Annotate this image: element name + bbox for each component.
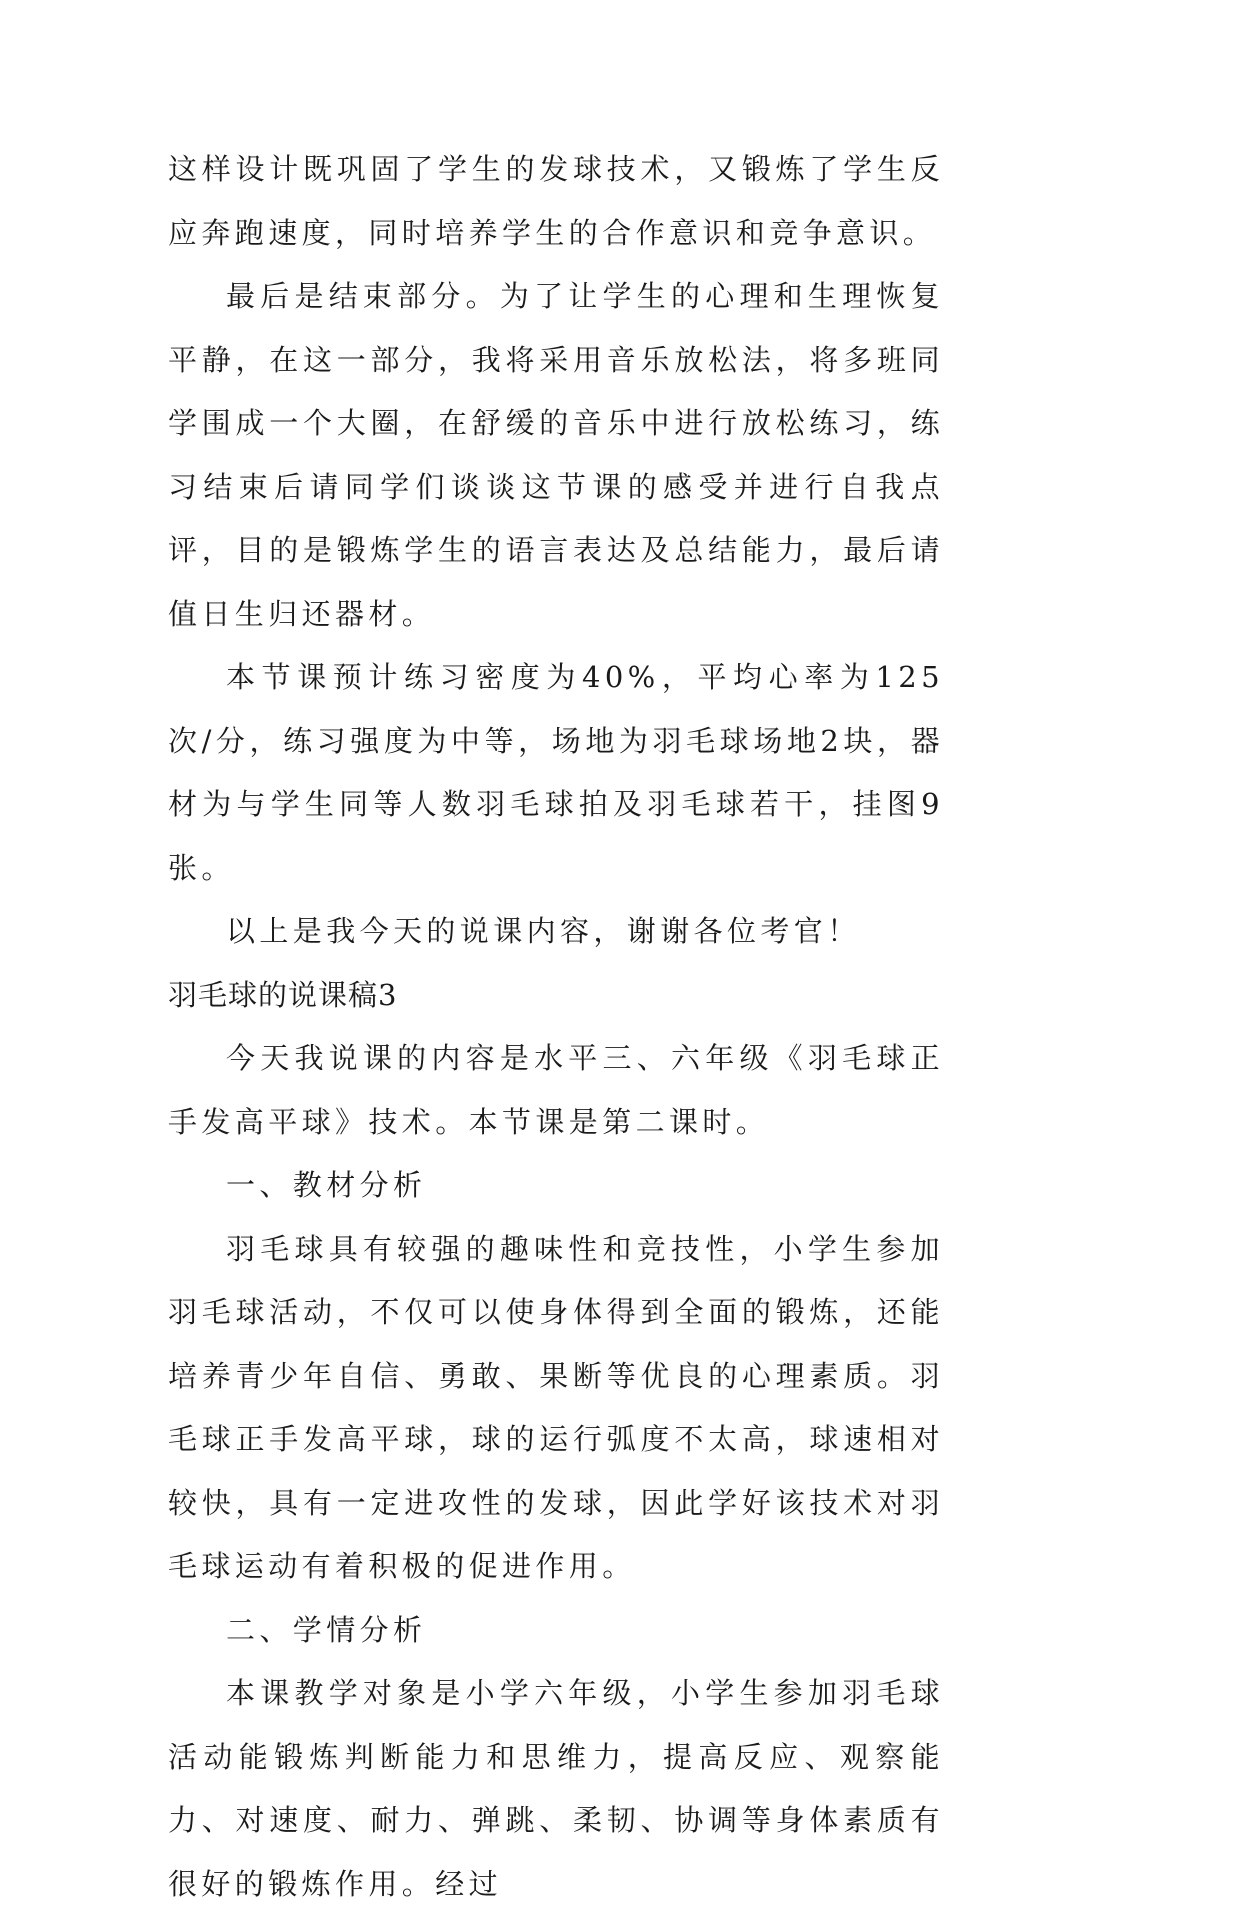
document-section-title: 羽毛球的说课稿3 <box>168 977 398 1012</box>
paragraph-material-analysis: 羽毛球具有较强的趣味性和竞技性，小学生参加羽毛球活动，不仅可以使身体得到全面的锻炼，还能培养青少年自信、勇敢、果断等优良的心理素质。羽毛球正手发高平球，球的运行弧度不太高，球速相对较快，具有一定进攻性的发球，因此学好该技术对羽毛球运动有着积极的促进作用。 <box>168 1231 944 1583</box>
paragraph-lesson-intro: 今天我说课的内容是水平三、六年级《羽毛球正手发高平球》技术。本节课是第二课时。 <box>168 1041 944 1139</box>
paragraph-design-summary: 这样设计既巩固了学生的发球技术，又锻炼了学生反应奔跑速度，同时培养学生的合作意识和竞争意识。 <box>168 152 944 250</box>
paragraph-exercise-density: 本节课预计练习密度为40%，平均心率为125次/分，练习强度为中等，场地为羽毛球场地2块，器材为与学生同等人数羽毛球拍及羽毛球若干，挂图9张。 <box>168 660 944 885</box>
section-heading-student-analysis: 二、学情分析 <box>226 1612 427 1647</box>
section-heading-material-analysis: 一、教材分析 <box>226 1168 427 1202</box>
paragraph-student-analysis: 本课教学对象是小学六年级，小学生参加羽毛球活动能锻炼判断能力和思维力，提高反应、观察能力、对速度、耐力、弹跳、柔韧、协调等身体素质有很好的锻炼作用。经过 <box>168 1676 944 1901</box>
paragraph-closing-thanks: 以上是我今天的说课内容，谢谢各位考官！ <box>226 914 861 948</box>
document-body <box>168 138 944 1916</box>
paragraph-ending-part: 最后是结束部分。为了让学生的心理和生理恢复平静，在这一部分，我将采用音乐放松法，将多班同学围成一个大圈，在舒缓的音乐中进行放松练习，练习结束后请同学们谈谈这节课的感受并进行自我点评，目的是锻炼学生的语言表达及总结能力，最后请值日生归还器材。 <box>168 279 944 631</box>
